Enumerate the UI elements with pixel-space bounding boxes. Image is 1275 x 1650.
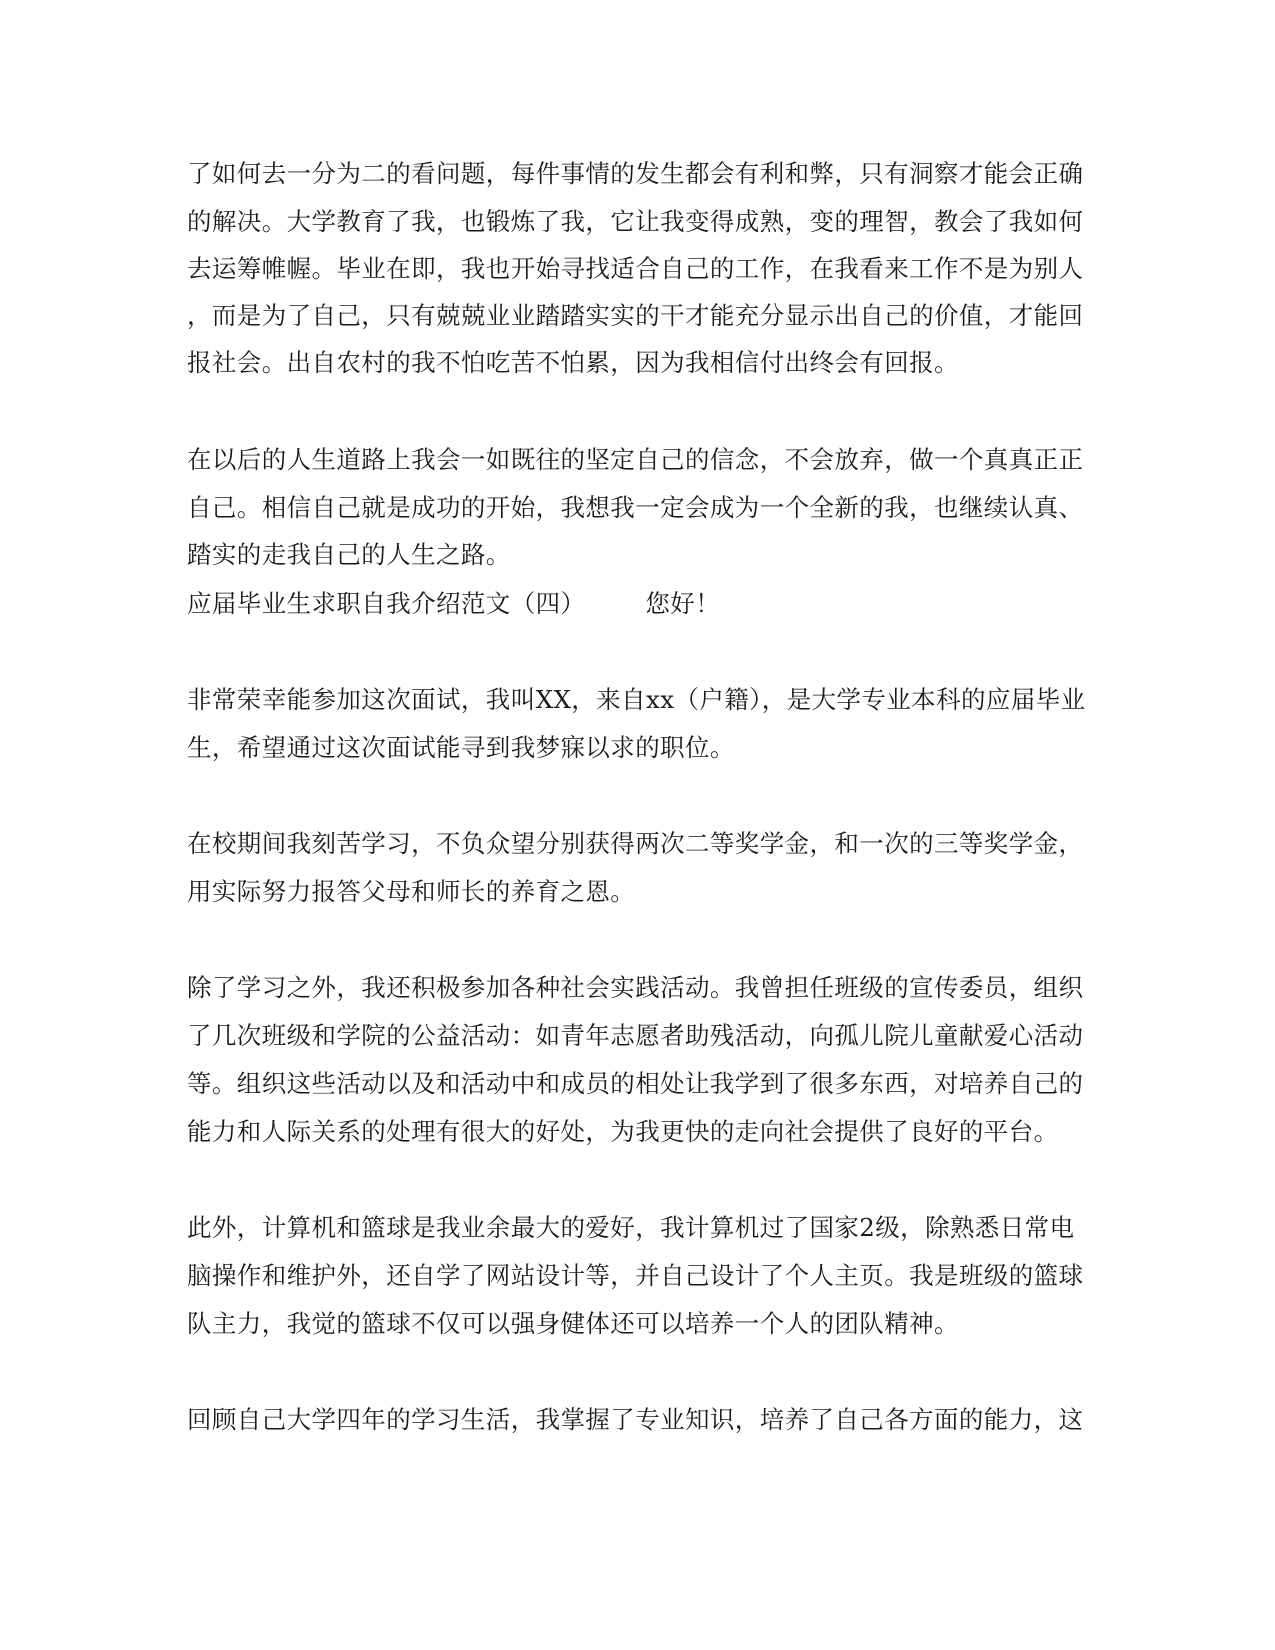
text-line: 队主力，我觉的篮球不仅可以强身健体还可以培养一个人的团队精神。	[187, 1309, 959, 1338]
text-line: 了如何去一分为二的看问题，每件事情的发生都会有利和弊，只有洞察才能会正确	[187, 159, 1084, 188]
text-line: 能力和人际关系的处理有很大的好处，为我更快的走向社会提供了良好的平台。	[187, 1117, 1059, 1146]
text-line: ，而是为了自己，只有兢兢业业踏踏实实的干才能充分显示出自己的价值，才能回	[187, 301, 1084, 330]
text-line: 等。组织这些活动以及和活动中和成员的相处让我学到了很多东西，对培养自己的	[187, 1069, 1084, 1098]
text-line: 脑操作和维护外，还自学了网站设计等，并自己设计了个人主页。我是班级的篮球	[187, 1261, 1084, 1290]
text-line: 生，希望通过这次面试能寻到我梦寐以求的职位。	[187, 733, 735, 762]
text-line: 踏实的走我自己的人生之路。	[187, 540, 511, 569]
text-line: 在以后的人生道路上我会一如既往的坚定自己的信念，不会放弃，做一个真真正正	[187, 445, 1084, 474]
text-line: 了几次班级和学院的公益活动：如青年志愿者助残活动，向孤儿院儿童献爱心活动	[187, 1021, 1084, 1050]
greeting: 您好！	[645, 589, 721, 618]
text-line: 去运筹帷幄。毕业在即，我也开始寻找适合自己的工作，在我看来工作不是为别人	[187, 254, 1084, 283]
text-line: 此外，计算机和篮球是我业余最大的爱好，我计算机过了国家2级，除熟悉日常电	[187, 1213, 1075, 1242]
section-title: 应届毕业生求职自我介绍范文（四）	[187, 589, 586, 618]
section-heading	[187, 587, 1087, 621]
text-line: 非常荣幸能参加这次面试，我叫XX，来自xx（户籍），是大学专业本科的应届毕业	[187, 685, 1086, 714]
text-line: 用实际努力报答父母和师长的养育之恩。	[187, 877, 636, 906]
text-line: 回顾自己大学四年的学习生活，我掌握了专业知识，培养了自己各方面的能力，这	[187, 1405, 1084, 1434]
text-line: 除了学习之外，我还积极参加各种社会实践活动。我曾担任班级的宣传委员，组织	[187, 973, 1084, 1002]
text-line: 在校期间我刻苦学习，不负众望分别获得两次二等奖学金，和一次的三等奖学金，	[187, 829, 1084, 858]
text-line: 自己。相信自己就是成功的开始，我想我一定会成为一个全新的我，也继续认真、	[187, 493, 1084, 522]
text-line: 的解决。大学教育了我，也锻炼了我，它让我变得成熟，变的理智，教会了我如何	[187, 207, 1084, 236]
text-line: 报社会。出自农村的我不怕吃苦不怕累，因为我相信付出终会有回报。	[187, 348, 959, 377]
